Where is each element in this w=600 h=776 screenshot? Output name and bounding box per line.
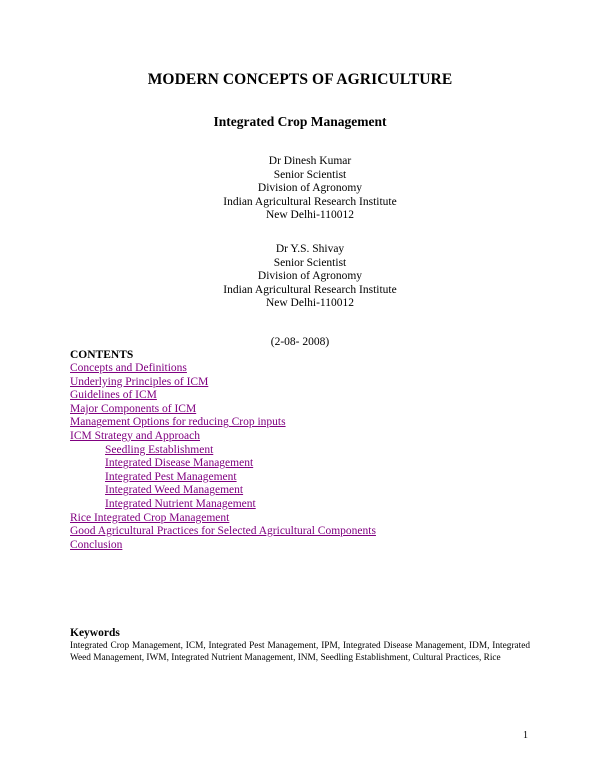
document-title: MODERN CONCEPTS OF AGRICULTURE: [147, 71, 453, 88]
author-name: Dr Dinesh Kumar: [268, 155, 352, 167]
toc-link-seedling-establishment[interactable]: Seedling Establishment: [105, 443, 214, 456]
author-division: Division of Agronomy: [257, 182, 363, 194]
keywords-text: Integrated Crop Management, ICM, Integrated Pest Management, IPM, Integrated Disease Management, IDM, Integrated Weed Management, IWM, Integrated Nutrient Management, INM, Seedling Establishment, Cultural Practices, Rice: [70, 641, 530, 663]
author-position: Senior Scientist: [273, 168, 347, 181]
document-subtitle: Integrated Crop Management: [213, 114, 387, 129]
toc-link-management-options[interactable]: Management Options for reducing Crop inputs: [70, 416, 286, 429]
toc-link-conclusion[interactable]: Conclusion: [70, 538, 123, 551]
toc-link-weed-management[interactable]: Integrated Weed Management: [105, 484, 244, 497]
author-block-2: [0, 243, 600, 311]
toc-link-concepts-definitions[interactable]: Concepts and Definitions: [70, 362, 187, 374]
author-institute: Indian Agricultural Research Institute: [223, 283, 397, 296]
page-number: 1: [523, 730, 528, 741]
author-name: Dr Y.S. Shivay: [275, 243, 345, 255]
contents-heading: CONTENTS: [70, 349, 134, 361]
author-division: Division of Agronomy: [257, 270, 363, 282]
toc-link-good-agricultural-practices[interactable]: Good Agricultural Practices for Selected Agricultural Components: [70, 525, 376, 538]
toc-link-underlying-principles[interactable]: Underlying Principles of ICM: [70, 375, 209, 388]
toc-link-major-components[interactable]: Major Components of ICM: [70, 402, 197, 415]
document-date: (2-08- 2008): [270, 336, 330, 348]
toc-link-nutrient-management[interactable]: Integrated Nutrient Management: [105, 497, 256, 510]
toc-link-icm-strategy[interactable]: ICM Strategy and Approach: [70, 429, 200, 442]
author-position: Senior Scientist: [273, 256, 347, 269]
author-block-1: [0, 155, 600, 223]
table-of-contents: [70, 362, 376, 552]
toc-link-pest-management[interactable]: Integrated Pest Management: [105, 470, 237, 483]
toc-link-guidelines[interactable]: Guidelines of ICM: [70, 389, 157, 402]
author-city: New Delhi-110012: [265, 209, 355, 221]
keywords-heading: Keywords: [70, 627, 120, 639]
author-city: New Delhi-110012: [265, 297, 355, 309]
author-institute: Indian Agricultural Research Institute: [223, 195, 397, 208]
toc-link-rice-icm[interactable]: Rice Integrated Crop Management: [70, 511, 230, 524]
toc-link-disease-management[interactable]: Integrated Disease Management: [105, 457, 254, 470]
